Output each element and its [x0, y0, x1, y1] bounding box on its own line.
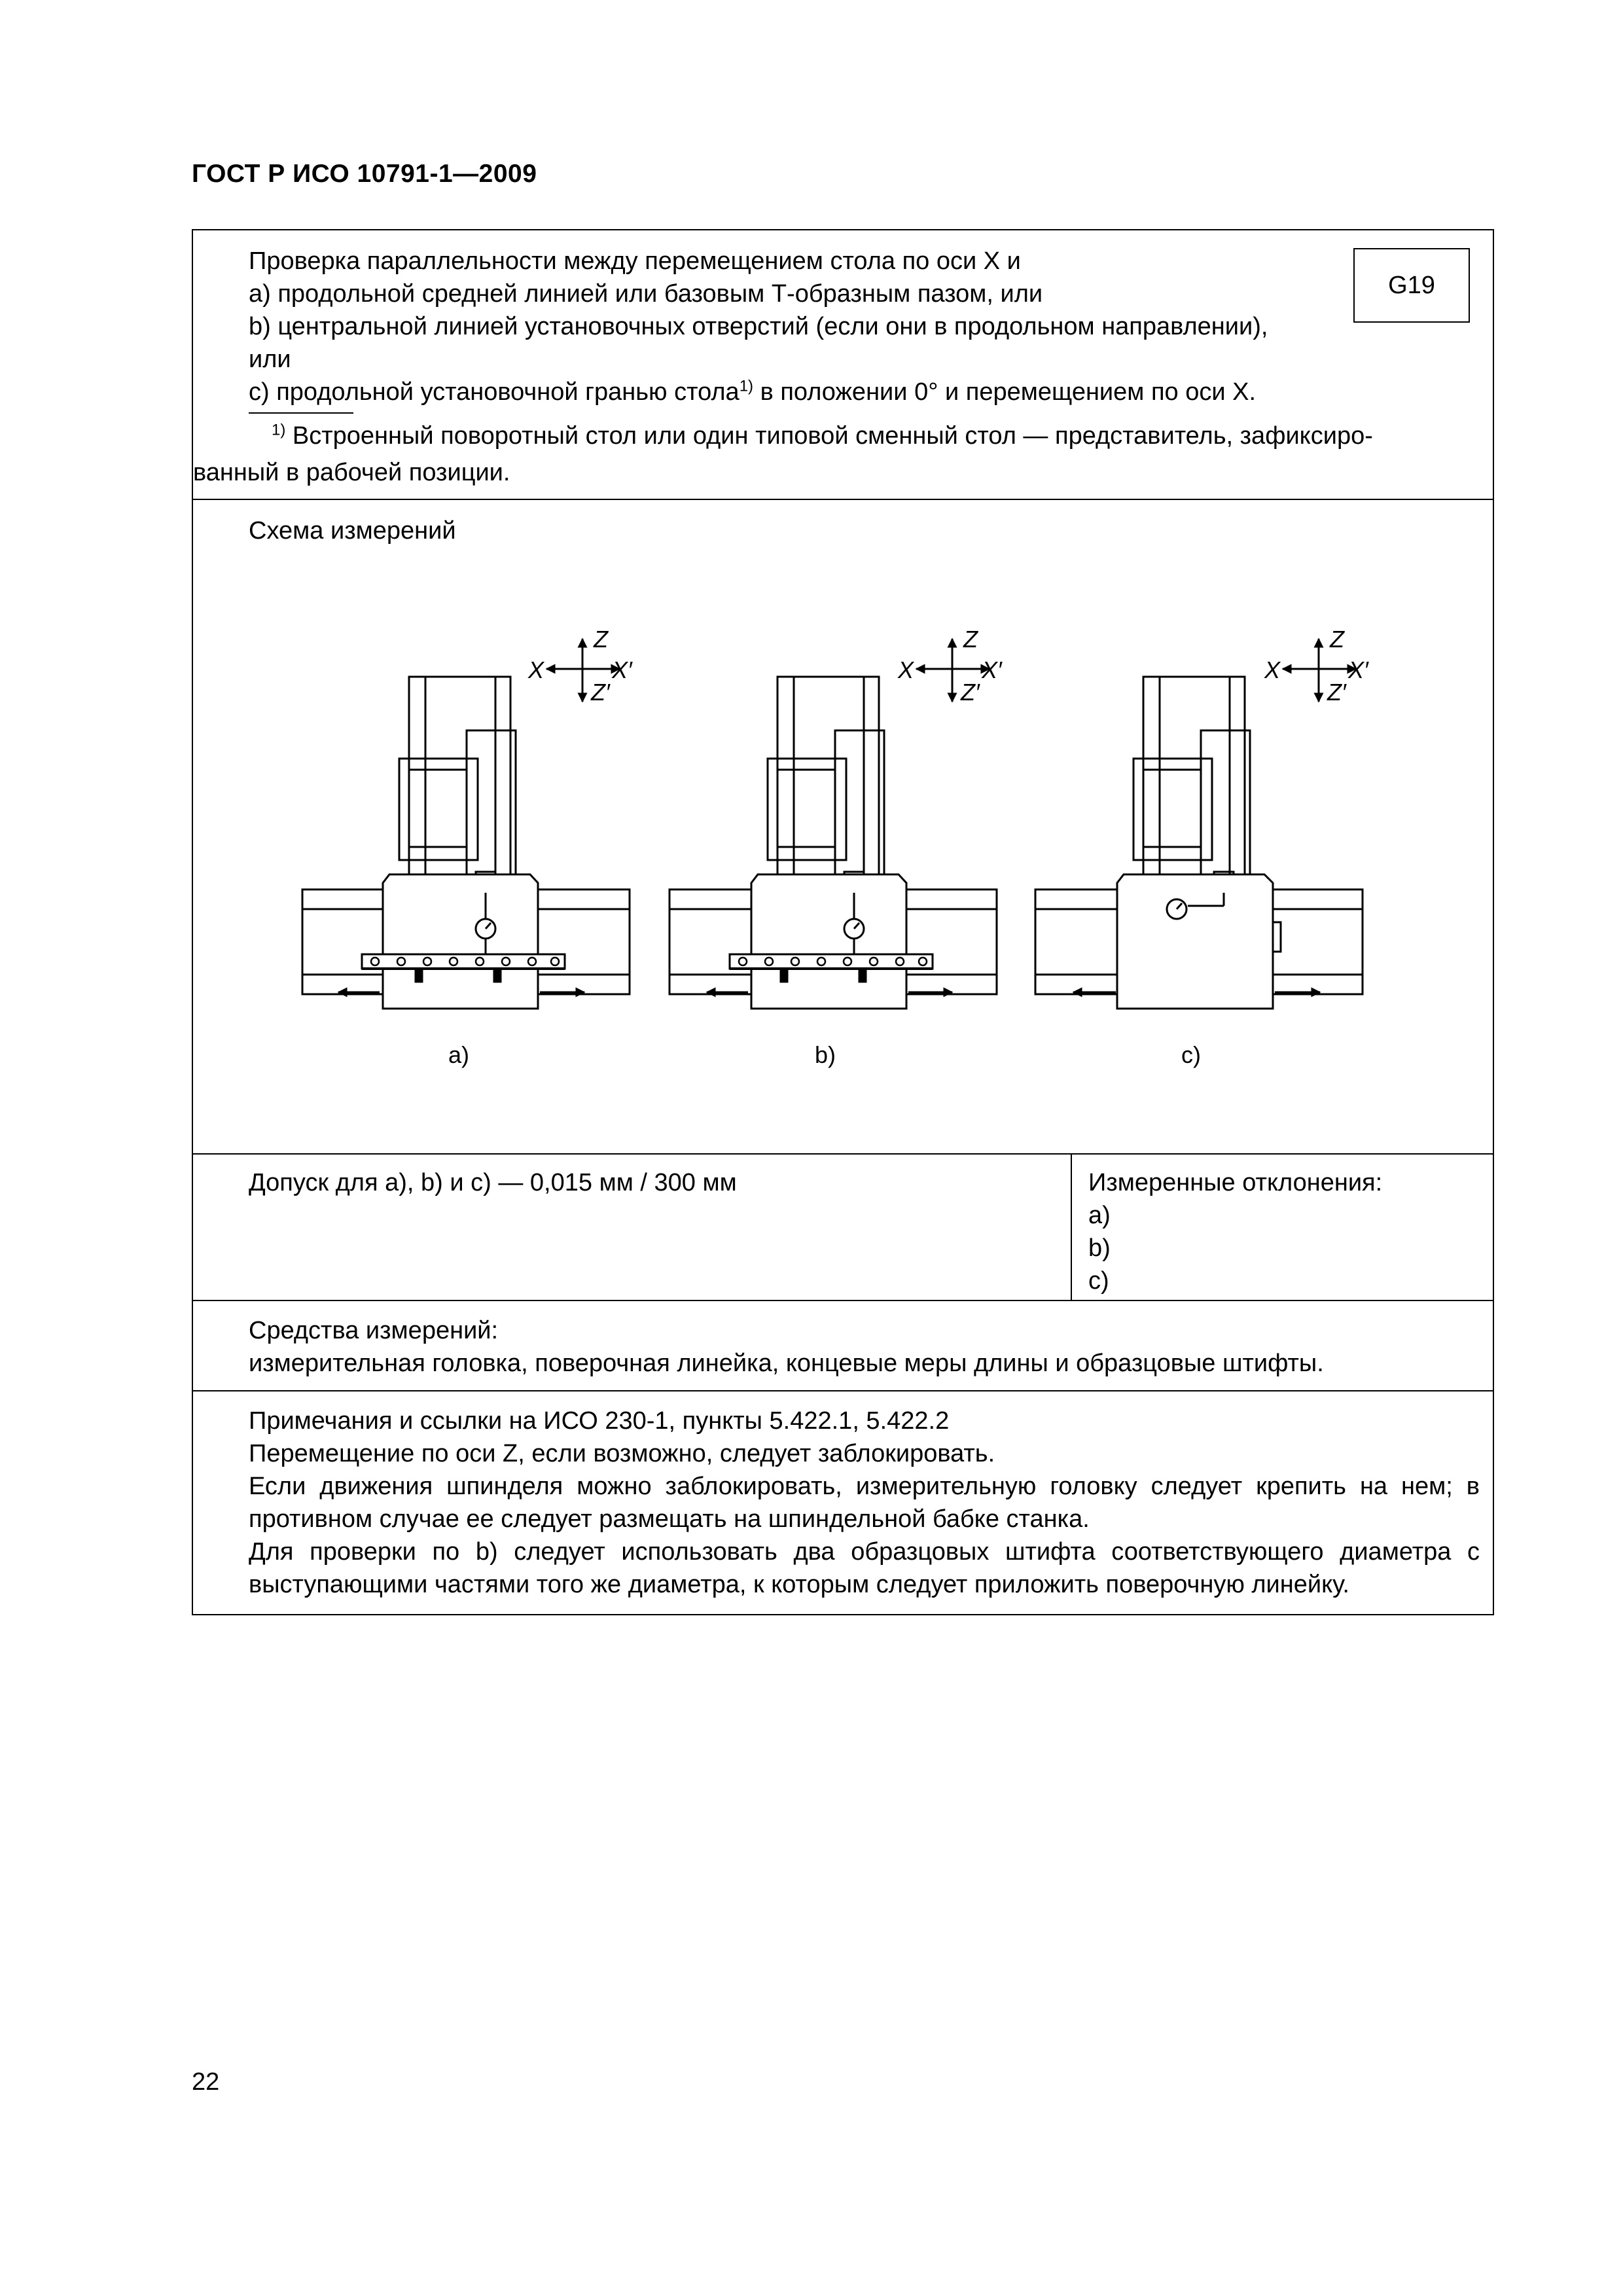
footnote-rule — [249, 412, 353, 414]
footnote-mark: 1) — [272, 421, 286, 439]
measured-deviations — [1072, 1155, 1493, 1300]
check-item-c-text: с) продольной установочной гранью стола — [249, 378, 740, 406]
axis-label-zp-b: Z′ — [961, 679, 980, 706]
footnote-text: Встроенный поворотный стол или один типовой сменный стол — представитель, зафиксиро- — [285, 422, 1373, 450]
axis-label-z-a: Z — [594, 626, 608, 653]
measurement-scheme — [193, 500, 1493, 1155]
axis-label-z-b: Z — [963, 626, 978, 653]
footnote-ref: 1) — [739, 377, 754, 395]
measured-item-b: b) — [1088, 1234, 1111, 1262]
axis-label-xp-b: X′ — [982, 656, 1002, 683]
check-item-c-tail: в положении 0° и перемещением по оси X. — [753, 378, 1257, 406]
axis-label-xp-a: X′ — [612, 656, 632, 683]
scheme-c — [1035, 639, 1363, 1009]
page-number: 22 — [192, 2068, 220, 2096]
scheme-figure — [193, 500, 1493, 1152]
caption-a: а) — [448, 1041, 470, 1068]
notes-line-z: Перемещение по оси Z, если возможно, следует заблокировать. — [249, 1440, 995, 1467]
footnote — [193, 418, 1486, 491]
axis-label-x-c: X — [1264, 656, 1281, 683]
notes-section — [193, 1391, 1493, 1614]
check-code-box: G19 — [1353, 248, 1470, 323]
axis-label-zp-c: Z′ — [1327, 679, 1346, 706]
instruments-heading: Средства измерений: — [249, 1317, 499, 1344]
notes-ref: Примечания и ссылки на ИСО 230-1, пункты 5.422.1, 5.422.2 — [249, 1407, 950, 1435]
notes-para-pins-text: Для проверки по b) следует использовать два образцовых штифта соответствующего диаметра с выступающими частями того же диаметра, к которым следует приложить поверочную линейку. — [249, 1538, 1480, 1598]
measured-item-c: с) — [1088, 1267, 1109, 1295]
check-item-a: а) продольной средней линией или базовым Т-образным пазом, или — [249, 280, 1043, 308]
check-item-b-or: или — [249, 346, 291, 373]
caption-c: c) — [1181, 1041, 1201, 1068]
notes-para-pins — [193, 1535, 1480, 1601]
axis-label-z-c: Z — [1330, 626, 1344, 653]
scheme-b — [669, 639, 997, 1009]
check-description — [193, 230, 1493, 500]
document-header: ГОСТ Р ИСО 10791-1—2009 — [192, 160, 537, 188]
footnote-text-cont: ванный в рабочей позиции. — [193, 459, 510, 486]
scheme-heading: Схема измерений — [249, 517, 456, 545]
axis-label-x-b: X — [898, 656, 914, 683]
notes-para-spindle-text: Если движения шпинделя можно заблокировать, измерительную головку следует крепить на нем; в противном случае ее следует размещать на шпиндельной бабке станка. — [249, 1473, 1480, 1533]
axis-label-zp-a: Z′ — [591, 679, 610, 706]
instruments-text: измерительная головка, поверочная линейка, концевые меры длины и образцовые штифты. — [249, 1350, 1324, 1377]
instruments-section — [193, 1301, 1493, 1391]
measured-heading: Измеренные отклонения: — [1088, 1169, 1383, 1196]
axis-label-xp-c: X′ — [1348, 656, 1368, 683]
check-title: Проверка параллельности между перемещением стола по оси X и — [249, 247, 1021, 275]
check-item-b: b) центральной линией установочных отверстий (если они в продольном направлении), — [249, 313, 1268, 340]
check-table — [192, 229, 1494, 1615]
check-item-c — [193, 376, 1480, 408]
tolerance-row — [193, 1155, 1493, 1301]
measured-item-a: а) — [1088, 1202, 1111, 1229]
caption-b: b) — [815, 1041, 836, 1068]
tolerance-text: Допуск для а), b) и с) — 0,015 мм / 300 мм — [193, 1155, 1072, 1300]
axis-label-x-a: X — [528, 656, 544, 683]
notes-para-spindle — [193, 1470, 1480, 1535]
scheme-a — [302, 639, 630, 1009]
